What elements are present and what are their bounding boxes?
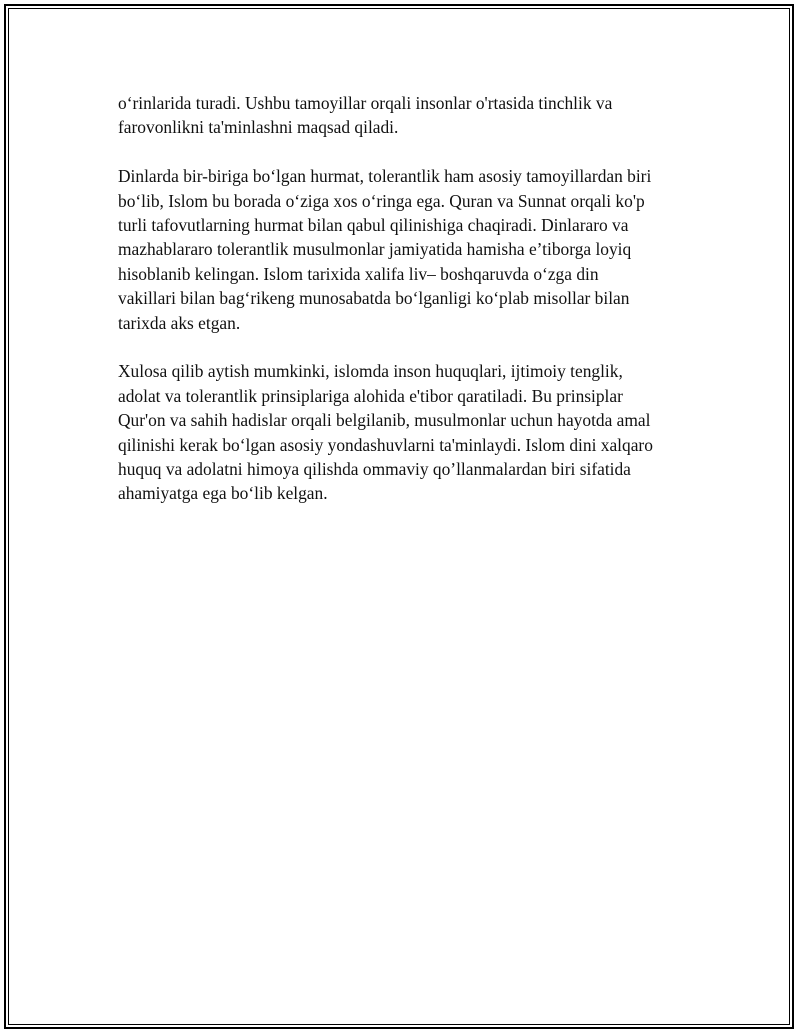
document-body — [118, 91, 693, 530]
paragraph-2: Dinlarda bir-biriga bo‘lgan hurmat, tolerantlik ham asosiy tamoyillardan biri bo‘lib, Islom bu borada o‘ziga xos o‘ringa ega. Quran va Sunnat orqali ko'p turli tafovutlarning hurmat bilan qabul qilinishiga chaqiradi. Dinlararo va mazhablararo tolerantlik musulmonlar jamiyatida hamisha e’tiborga loyiq hisoblanib kelingan. Islom tarixida xalifa liv– boshqaruvda o‘zga din vakillari bilan bag‘rikeng munosabatda bo‘lganligi ko‘plab misollar bilan tarixda aks etgan. — [118, 166, 652, 333]
paragraph-3: Xulosa qilib aytish mumkinki, islomda inson huquqlari, ijtimoiy tenglik, adolat va tolerantlik prinsiplariga alohida e'tibor qaratiladi. Bu prinsiplar Qur'on va sahih hadislar orqali belgilanib, musulmonlar uchun hayotda amal qilinishi kerak bo‘lgan asosiy yondashuvlarni ta'minlaydi. Islom dini xalqaro huquq va adolatni himoya qilishda ommaviy qo’llanmalardan biri sifatida ahamiyatga ega bo‘lib kelgan. — [118, 361, 653, 504]
paragraph-1: o‘rinlarida turadi. Ushbu tamoyillar orqali insonlar o'rtasida tinchlik va farovonlikni ta'minlashni maqsad qiladi. — [118, 93, 613, 138]
